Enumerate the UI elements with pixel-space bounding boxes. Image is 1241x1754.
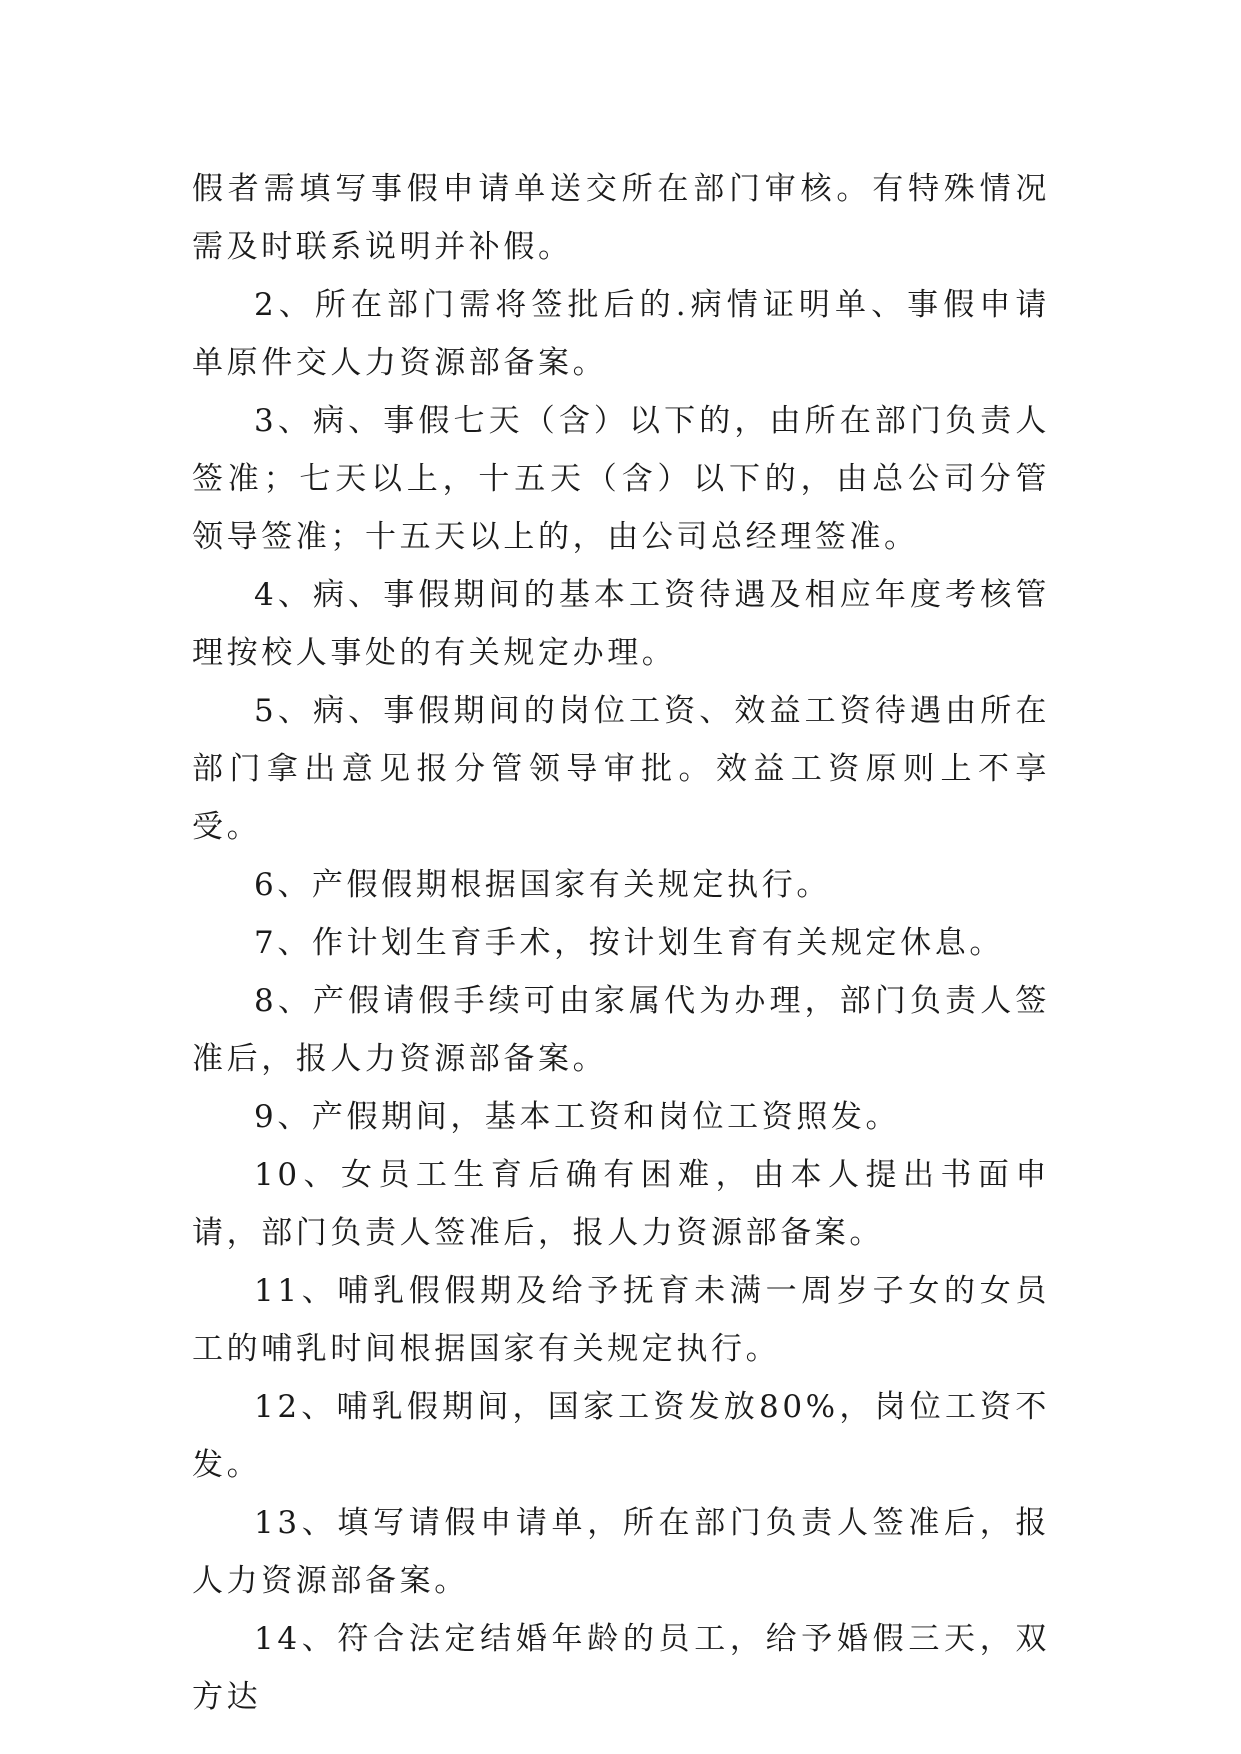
paragraph-10: 10、女员工生育后确有困难，由本人提出书面申请，部门负责人签准后，报人力资源部备案。 xyxy=(192,1157,1050,1251)
paragraph-14: 14、符合法定结婚年龄的员工，给予婚假三天，双方达 xyxy=(192,1621,1050,1715)
paragraph-9: 9、产假期间，基本工资和岗位工资照发。 xyxy=(254,1099,901,1135)
paragraph-12: 12、哺乳假期间，国家工资发放80%，岗位工资不发。 xyxy=(192,1389,1050,1483)
paragraph-1: 假者需填写事假申请单送交所在部门审核。有特殊情况需及时联系说明并补假。 xyxy=(192,171,1050,265)
paragraph-4: 4、病、事假期间的基本工资待遇及相应年度考核管理按校人事处的有关规定办理。 xyxy=(192,577,1050,671)
paragraph-13: 13、填写请假申请单，所在部门负责人签准后，报人力资源部备案。 xyxy=(192,1505,1050,1599)
paragraph-11: 11、哺乳假假期及给予抚育未满一周岁子女的女员工的哺乳时间根据国家有关规定执行。 xyxy=(192,1273,1050,1367)
paragraph-5: 5、病、事假期间的岗位工资、效益工资待遇由所在部门拿出意见报分管领导审批。效益工资原则上不享受。 xyxy=(192,693,1050,845)
paragraph-3: 3、病、事假七天（含）以下的，由所在部门负责人签准；七天以上，十五天（含）以下的，由总公司分管领导签准；十五天以上的，由公司总经理签准。 xyxy=(192,403,1050,555)
paragraph-6: 6、产假假期根据国家有关规定执行。 xyxy=(254,867,831,903)
document-body xyxy=(192,160,1050,1726)
paragraph-2: 2、所在部门需将签批后的.病情证明单、事假申请单原件交人力资源部备案。 xyxy=(192,287,1050,381)
paragraph-8: 8、产假请假手续可由家属代为办理，部门负责人签准后，报人力资源部备案。 xyxy=(192,983,1050,1077)
paragraph-7: 7、作计划生育手术，按计划生育有关规定休息。 xyxy=(254,925,1004,961)
